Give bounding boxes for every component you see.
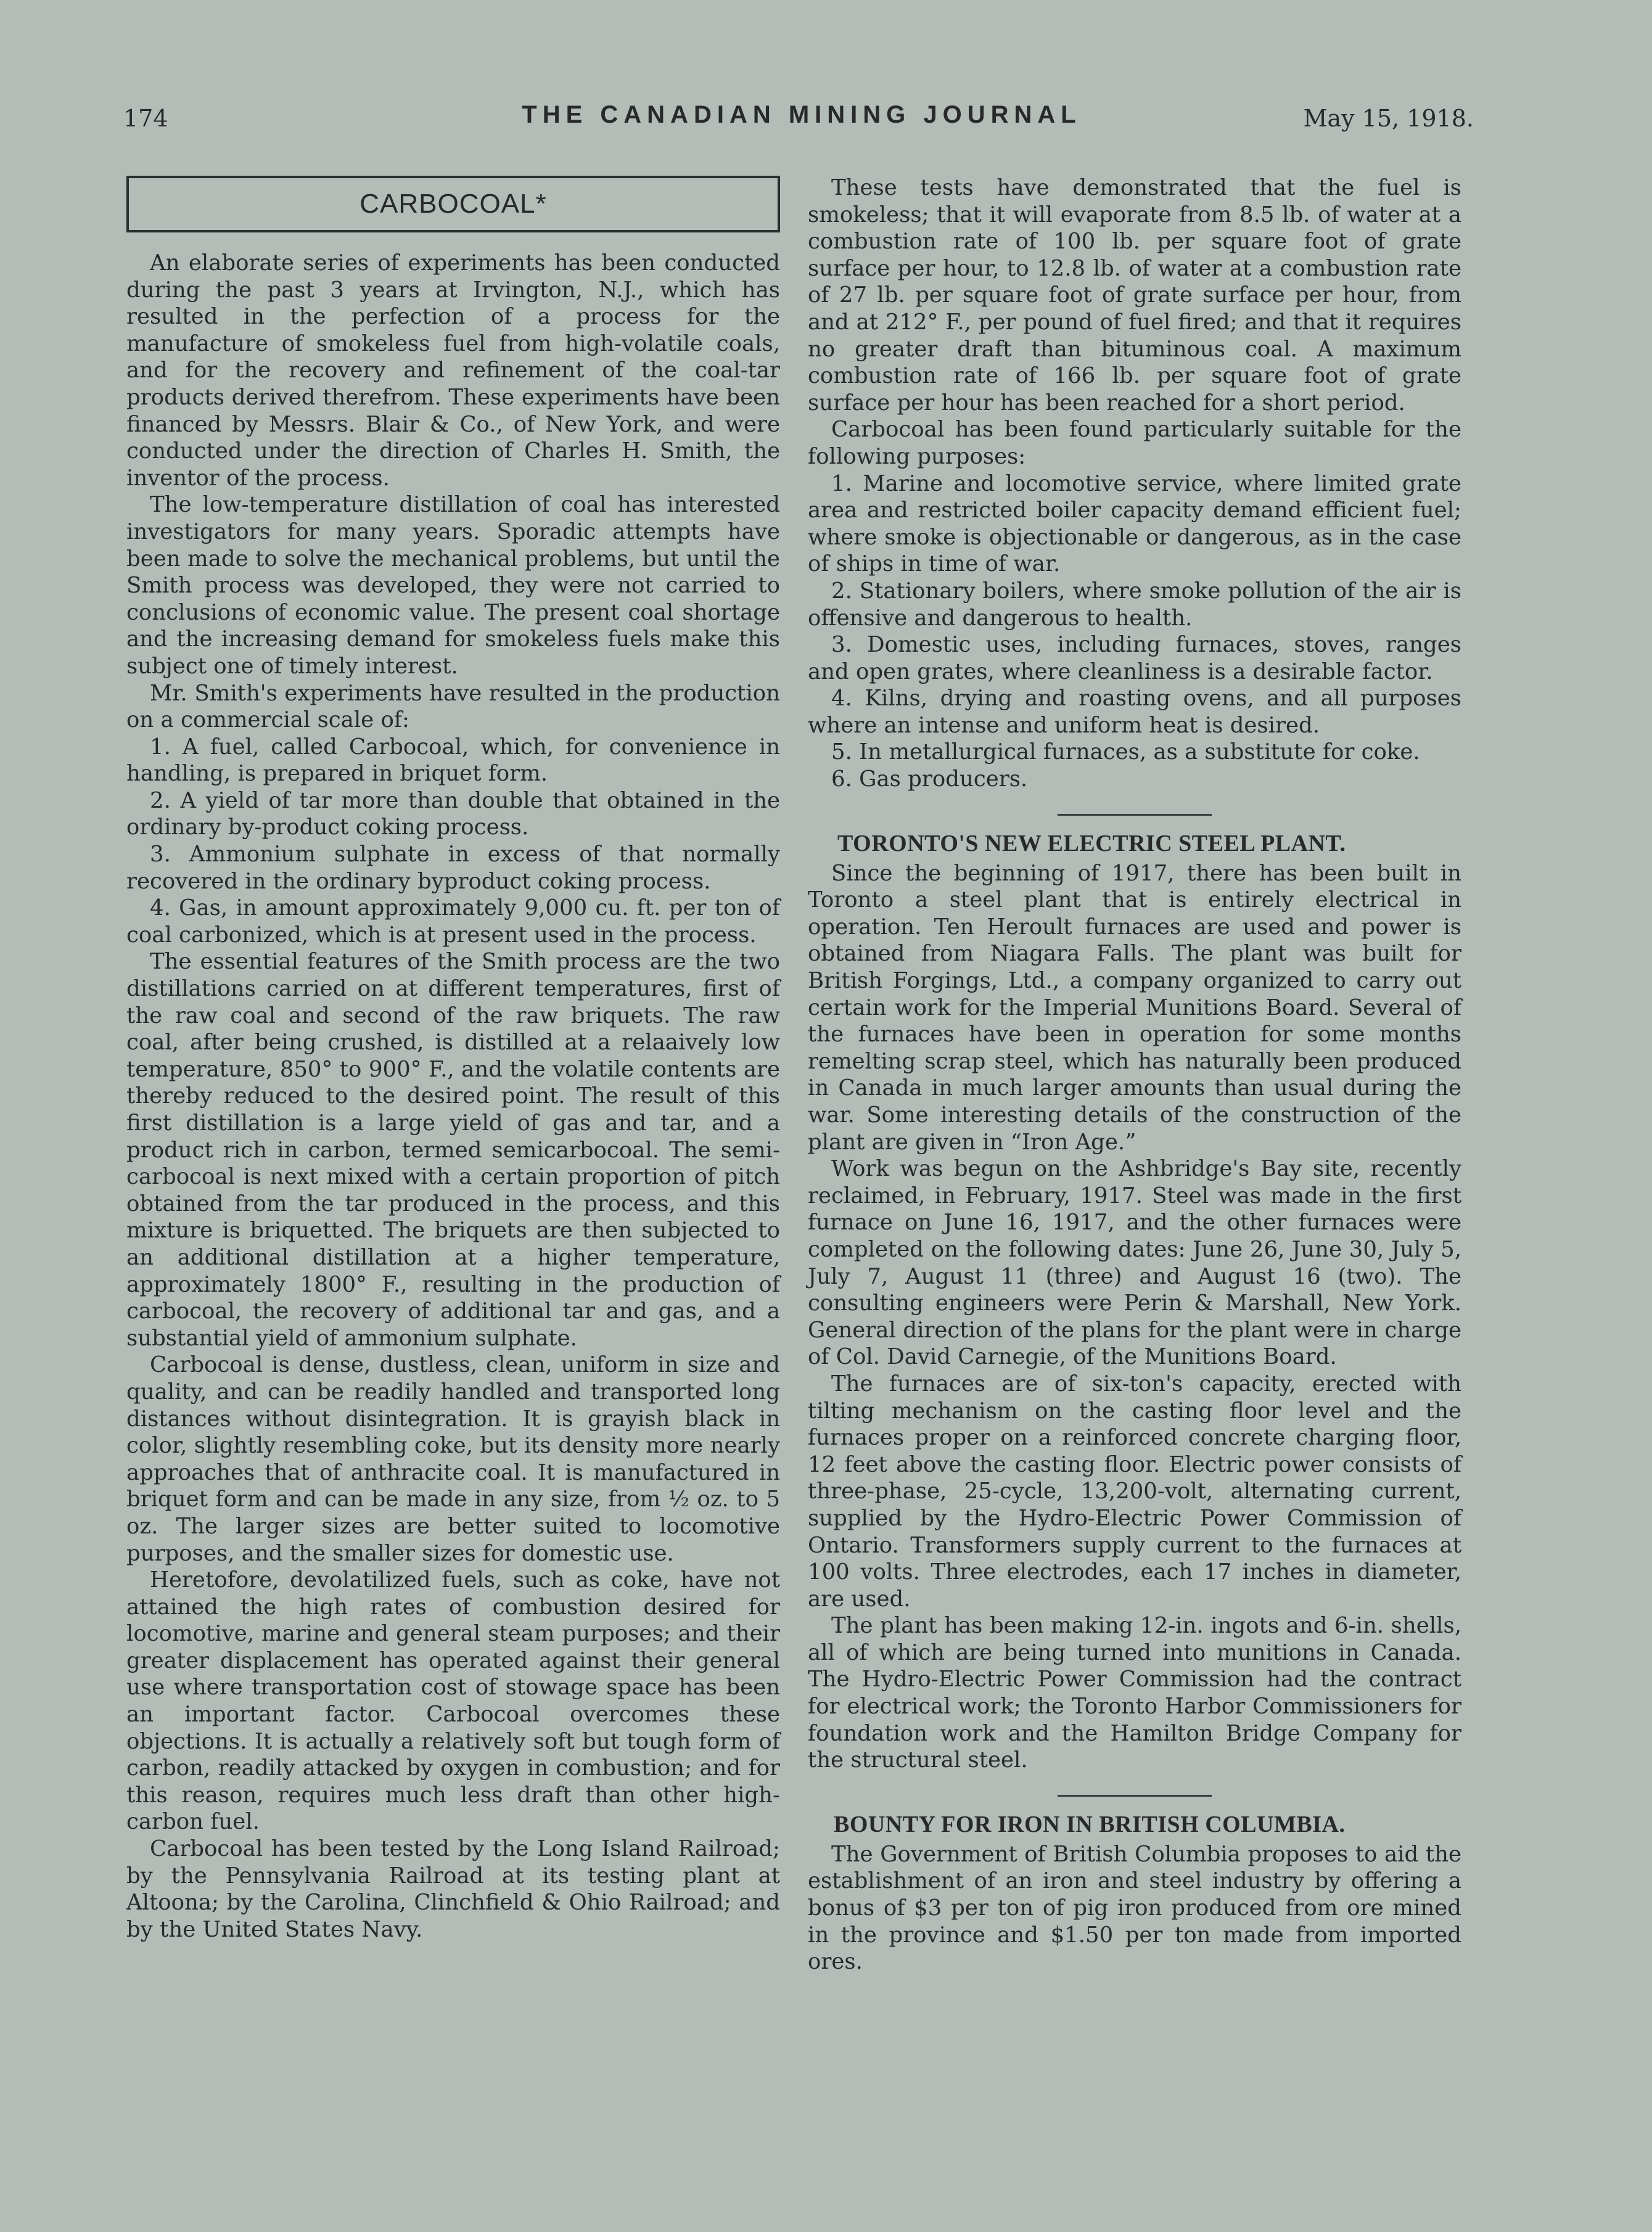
list-item: 2. A yield of tar more than double that obtained in the ordinary by-product coking process. xyxy=(126,787,780,840)
paragraph: Carbocoal has been tested by the Long Island Railroad; by the Pennsylvania Railroad at its testing plant at Altoona; by the Carolina, Clinchfield & Ohio Railroad; and by the United States Navy. xyxy=(126,1836,780,1942)
right-column xyxy=(808,174,1461,1976)
list-item: 5. In metallurgical furnaces, as a substitute for coke. xyxy=(831,739,1420,765)
page-header xyxy=(123,99,1474,148)
carbocoal-body-right xyxy=(808,174,1461,793)
paragraph: The plant has been making 12-in. ingots and 6-in. shells, all of which are being turned into munitions in Canada. The Hydro-Electric Power Commission had the contract for electrical work; the Toronto Harbor Commissioners for foundation work and the Hamilton Bridge Company for the structural steel. xyxy=(808,1613,1461,1773)
issue-date: May 15, 1918. xyxy=(1303,105,1474,132)
left-column xyxy=(126,176,780,1943)
paragraph: The Government of British Columbia proposes to aid the establishment of an iron and steel industry by offering a bonus of $3 per ton of pig iron produced from ore mined in the province and $1.50 per ton made from imported ores. xyxy=(808,1841,1461,1975)
paragraph: The furnaces are of six-ton's capacity, erected with tilting mechanism on the casting floor level and the furnaces proper on a reinforced concrete charging floor, 12 feet above the casting floor. Electric power consists of three-phase, 25-cycle, 13,200-volt, alternating current, supplied by the Hydro-Electric Power Commission of Ontario. Transformers supply current to the furnaces at 100 volts. Three electrodes, each 17 inches in diameter, are used. xyxy=(808,1371,1461,1612)
carbocoal-title-box xyxy=(126,176,780,232)
paragraph: Heretofore, devolatilized fuels, such as coke, have not attained the high rates of combustion desired for locomotive, marine and general steam purposes; and their greater displacement has operated against their general use where transportation cost of stowage space has been an important factor. Carbocoal overcomes these objections. It is actually a relatively soft but tough form of carbon, readily attacked by oxygen in combustion; and for this reason, requires much less draft than other high-carbon fuel. xyxy=(126,1567,780,1835)
paragraph: An elaborate series of experiments has been conducted during the past 3 years at Irvington, N.J., which has resulted in the perfection of a process for the manufacture of smokeless fuel from high-volatile coals, and for the recovery and refinement of the coal-tar products derived therefrom. These experiments have been financed by Messrs. Blair & Co., of New York, and were conducted under the direction of Charles H. Smith, the inventor of the process. xyxy=(126,250,780,491)
paragraph: Since the beginning of 1917, there has been built in Toronto a steel plant that is entirely electrical in operation. Ten Heroult furnaces are used and power is obtained from Niagara Falls. The plant was built for British Forgings, Ltd., a company organized to carry out certain work for the Imperial Munitions Board. Several of the furnaces have been in operation for some months remelting scrap steel, which has naturally been produced in Canada in much larger amounts than usual during the war. Some interesting details of the construction of the plant are given in “Iron Age.” xyxy=(808,860,1461,1155)
toronto-article-title: TORONTO'S NEW ELECTRIC STEEL PLANT. xyxy=(837,830,1346,856)
paragraph: Mr. Smith's experiments have resulted in the production on a commercial scale of: xyxy=(126,680,780,733)
list-item: 4. Kilns, drying and roasting ovens, and all purposes where an intense and uniform heat is desired. xyxy=(808,686,1461,738)
bounty-article-title: BOUNTY FOR IRON IN BRITISH COLUMBIA. xyxy=(834,1811,1346,1837)
list-item: 1. Marine and locomotive service, where limited grate area and restricted boiler capacity demand efficient fuel; where smoke is objectionable or dangerous, as in the case of ships in time of war. xyxy=(808,470,1461,577)
section-divider xyxy=(1058,814,1212,816)
paragraph: Carbocoal is dense, dustless, clean, uniform in size and quality, and can be readily handled and transported long distances without disintegration. It is grayish black in color, slightly resembling coke, but its density more nearly approaches that of anthracite coal. It is manufactured in briquet form and can be made in any size, from ½ oz. to 5 oz. The larger sizes are better suited to locomotive purposes, and the smaller sizes for domestic use. xyxy=(126,1352,780,1566)
list-item: 6. Gas producers. xyxy=(831,766,1028,792)
page-number: 174 xyxy=(123,105,168,132)
list-item: 4. Gas, in amount approximately 9,000 cu. ft. per ton of coal carbonized, which is at present used in the process. xyxy=(126,895,780,948)
carbocoal-body-left xyxy=(126,250,780,1943)
toronto-article-body xyxy=(808,860,1461,1774)
carbocoal-title: CARBOCOAL* xyxy=(360,189,547,219)
paragraph: Carbocoal has been found particularly suitable for the following purposes: xyxy=(808,417,1461,469)
list-item: 1. A fuel, called Carbocoal, which, for convenience in handling, is prepared in briquet form. xyxy=(126,734,780,787)
bounty-article-body xyxy=(808,1841,1461,1976)
journal-title: THE CANADIAN MINING JOURNAL xyxy=(522,101,1082,128)
section-divider xyxy=(1058,1795,1212,1797)
paragraph: Work was begun on the Ashbridge's Bay site, recently reclaimed, in February, 1917. Steel was made in the first furnace on June 16, 1917, and the other furnaces were completed on the following dates: June 26, June 30, July 5, July 7, August 11 (three) and August 16 (two). The consulting engineers were Perin & Marshall, New York. General direction of the plans for the plant were in charge of Col. David Carnegie, of the Munitions Board. xyxy=(808,1156,1461,1370)
list-item: 2. Stationary boilers, where smoke pollution of the air is offensive and dangerous to health. xyxy=(808,578,1461,631)
list-item: 3. Ammonium sulphate in excess of that normally recovered in the ordinary byproduct coking process. xyxy=(126,842,780,894)
paragraph: The low-temperature distillation of coal has interested investigators for many years. Sporadic attempts have been made to solve the mechanical problems, but until the Smith process was developed, they were not carried to conclusions of economic value. The present coal shortage and the increasing demand for smokeless fuels make this subject one of timely interest. xyxy=(126,492,780,679)
list-item: 3. Domestic uses, including furnaces, stoves, ranges and open grates, where cleanliness is a desirable factor. xyxy=(808,632,1461,684)
paragraph: These tests have demonstrated that the fuel is smokeless; that it will evaporate from 8.5 lb. of water at a combustion rate of 100 lb. per square foot of grate surface per hour, to 12.8 lb. of water at a combustion rate of 27 lb. per square foot of grate surface per hour, from and at 212° F., per pound of fuel fired; and that it requires no greater draft than bituminous coal. A maximum combustion rate of 166 lb. per square foot of grate surface per hour has been reached for a short period. xyxy=(808,175,1461,416)
paragraph: The essential features of the Smith process are the two distillations carried on at different temperatures, first of the raw coal and second of the raw briquets. The raw coal, after being crushed, is distilled at a relaaively low temperature, 850° to 900° F., and the volatile contents are thereby reduced to the desired point. The result of this first distillation is a large yield of gas and tar, and a product rich in carbon, termed semicarbocoal. The semi-carbocoal is next mixed with a certain proportion of pitch obtained from the tar produced in the process, and this mixture is briquetted. The briquets are then subjected to an additional distillation at a higher temperature, approximately 1800° F., resulting in the production of carbocoal, the recovery of additional tar and gas, and a substantial yield of ammonium sulphate. xyxy=(126,949,780,1351)
